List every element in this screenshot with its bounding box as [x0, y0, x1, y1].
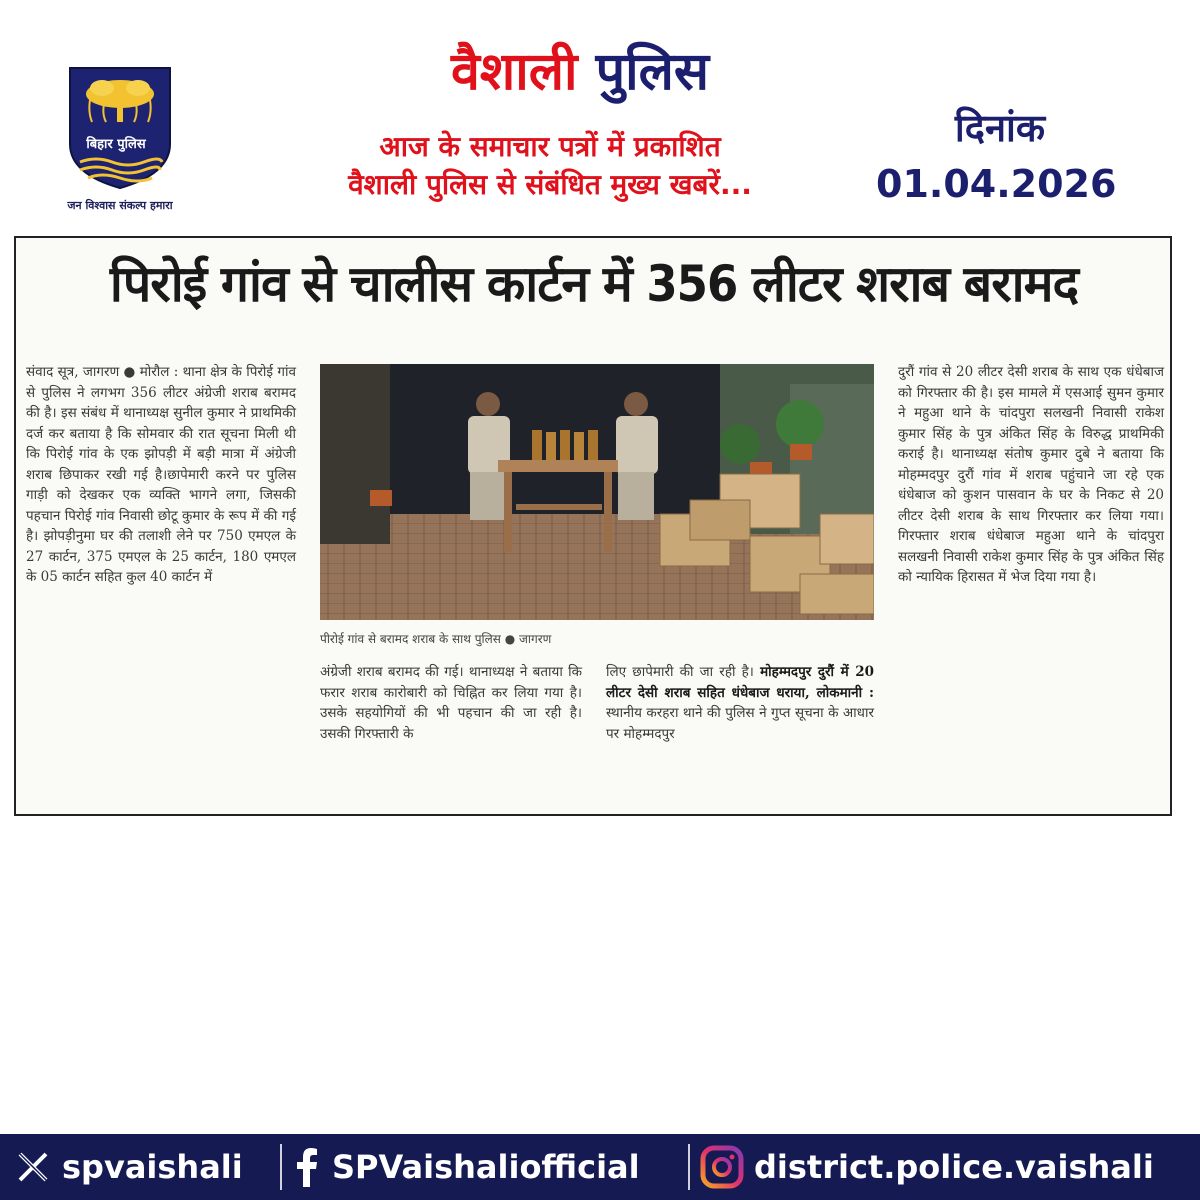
page-subtitle	[240, 128, 860, 204]
instagram-handle: district.police.vaishali	[754, 1148, 1154, 1186]
date-label: दिनांक	[954, 106, 1046, 150]
newspaper-clipping	[14, 236, 1172, 816]
article-column-3	[606, 662, 874, 808]
footer-divider	[688, 1144, 690, 1190]
footer-divider	[280, 1144, 282, 1190]
facebook-handle: SPVaishaliofficial	[332, 1148, 640, 1186]
date-value: 01.04.2026	[876, 162, 1117, 206]
article-column-1: संवाद सूत्र, जागरण ● मोरौल : थाना क्षेत्र के पिरोई गांव से पुलिस ने लगभग 356 लीटर अंग्रेजी शराब बरामद की है। इस संबंध में थानाध्यक्ष सुनील कुमार ने प्राथमिकी दर्ज कर बताया है कि सोमवार की रात सूचना मिली थी कि पिरोई गांव के एक झोपड़ी में बड़ी मात्रा में अंग्रेजी शराब छिपाकर रखी गई है।छापेमारी करने पर पुलिस गाड़ी को देखकर एक व्यक्ति भागने लगा, जिसकी पहचान पिरोई गांव निवासी छोटू कुमार के रूप में की गई है। झोपड़ीनुमा घर की तलाशी लेने पर 750 एमएल के 27 कार्टन, 375 एमएल के 25 कार्टन, 180 एमएल के 05 कार्टन सहित कुल 40 कार्टन में	[26, 364, 296, 585]
x-handle: spvaishali	[62, 1148, 243, 1186]
news-photo	[320, 364, 874, 620]
column-3-rest: स्थानीय करहरा थाने की पुलिस ने गुप्त सूचना के आधार पर मोहम्मदपुर	[606, 705, 874, 742]
clipping-headline: पिरोई गांव से चालीस कार्टन में 356 लीटर शराब बरामद	[109, 255, 1079, 313]
column-3-start: लिए छापेमारी की जा रही है।	[606, 664, 754, 680]
x-icon	[14, 1148, 52, 1186]
police-seizure-photo	[320, 364, 874, 620]
social-footer	[0, 1134, 1200, 1200]
facebook-social-link[interactable]	[292, 1134, 640, 1200]
instagram-icon	[700, 1145, 744, 1189]
title-police: पुलिस	[595, 42, 709, 102]
logo-motto: जन विश्वास संकल्प हमारा	[67, 199, 173, 212]
bihar-police-logo	[62, 66, 178, 214]
page-title	[300, 40, 860, 104]
photo-caption: पीरोई गांव से बरामद शराब के साथ पुलिस ● जागरण	[320, 632, 552, 646]
article-column-2: अंग्रेजी शराब बरामद की गई। थानाध्यक्ष ने बताया कि फरार शराब कारोबारी को चिह्नित कर लिया गया है। उसके सहयोगियों की भी पहचान की जा रही है। उसकी गिरफ्तारी के	[320, 664, 582, 742]
instagram-social-link[interactable]	[700, 1134, 1154, 1200]
article-column-4: दुरौं गांव से 20 लीटर देसी शराब के साथ एक धंधेबाज को गिरफ्तार की है। इस मामले में एसआई सुमन कुमार ने महुआ थाने के चांदपुरा सलखनी निवासी राकेश कुमार सिंह के पुत्र अंकित सिंह के विरुद्ध प्राथमिकी कराई है। थानाध्यक्ष संतोष कुमार दुबे ने बताया कि मोहम्मदपुर दुरौं गांव में शराब पहुंचाने जा रहे एक धंधेबाज को कुशन पासवान के घर के निकट से 20 लीटर देसी शराब के साथ गिरफ्तार कर लिया गया। गिरफ्तार शराब धंधेबाज महुआ थाने के चांदपुरा सलखनी निवासी राकेश कुमार सिंह के पुत्र अंकित सिंह को न्यायिक हिरासत में भेज दिया गया है।	[898, 364, 1164, 585]
x-social-link[interactable]	[14, 1134, 243, 1200]
subtitle-line-1: आज के समाचार पत्रों में प्रकाशित	[379, 130, 721, 163]
bihar-police-shield-icon	[66, 66, 174, 190]
facebook-icon	[292, 1147, 322, 1187]
column-3-heading: मोहम्मदपुर दुरौं में 20 लीटर देसी शराब सहित धंधेबाज धराया, लोकमानी :	[606, 664, 874, 701]
title-vaishali: वैशाली	[451, 42, 578, 102]
subtitle-line-2: वैशाली पुलिस से संबंधित मुख्य खबरें...	[348, 168, 752, 201]
logo-shield-label: बिहार पुलिस	[86, 137, 146, 152]
